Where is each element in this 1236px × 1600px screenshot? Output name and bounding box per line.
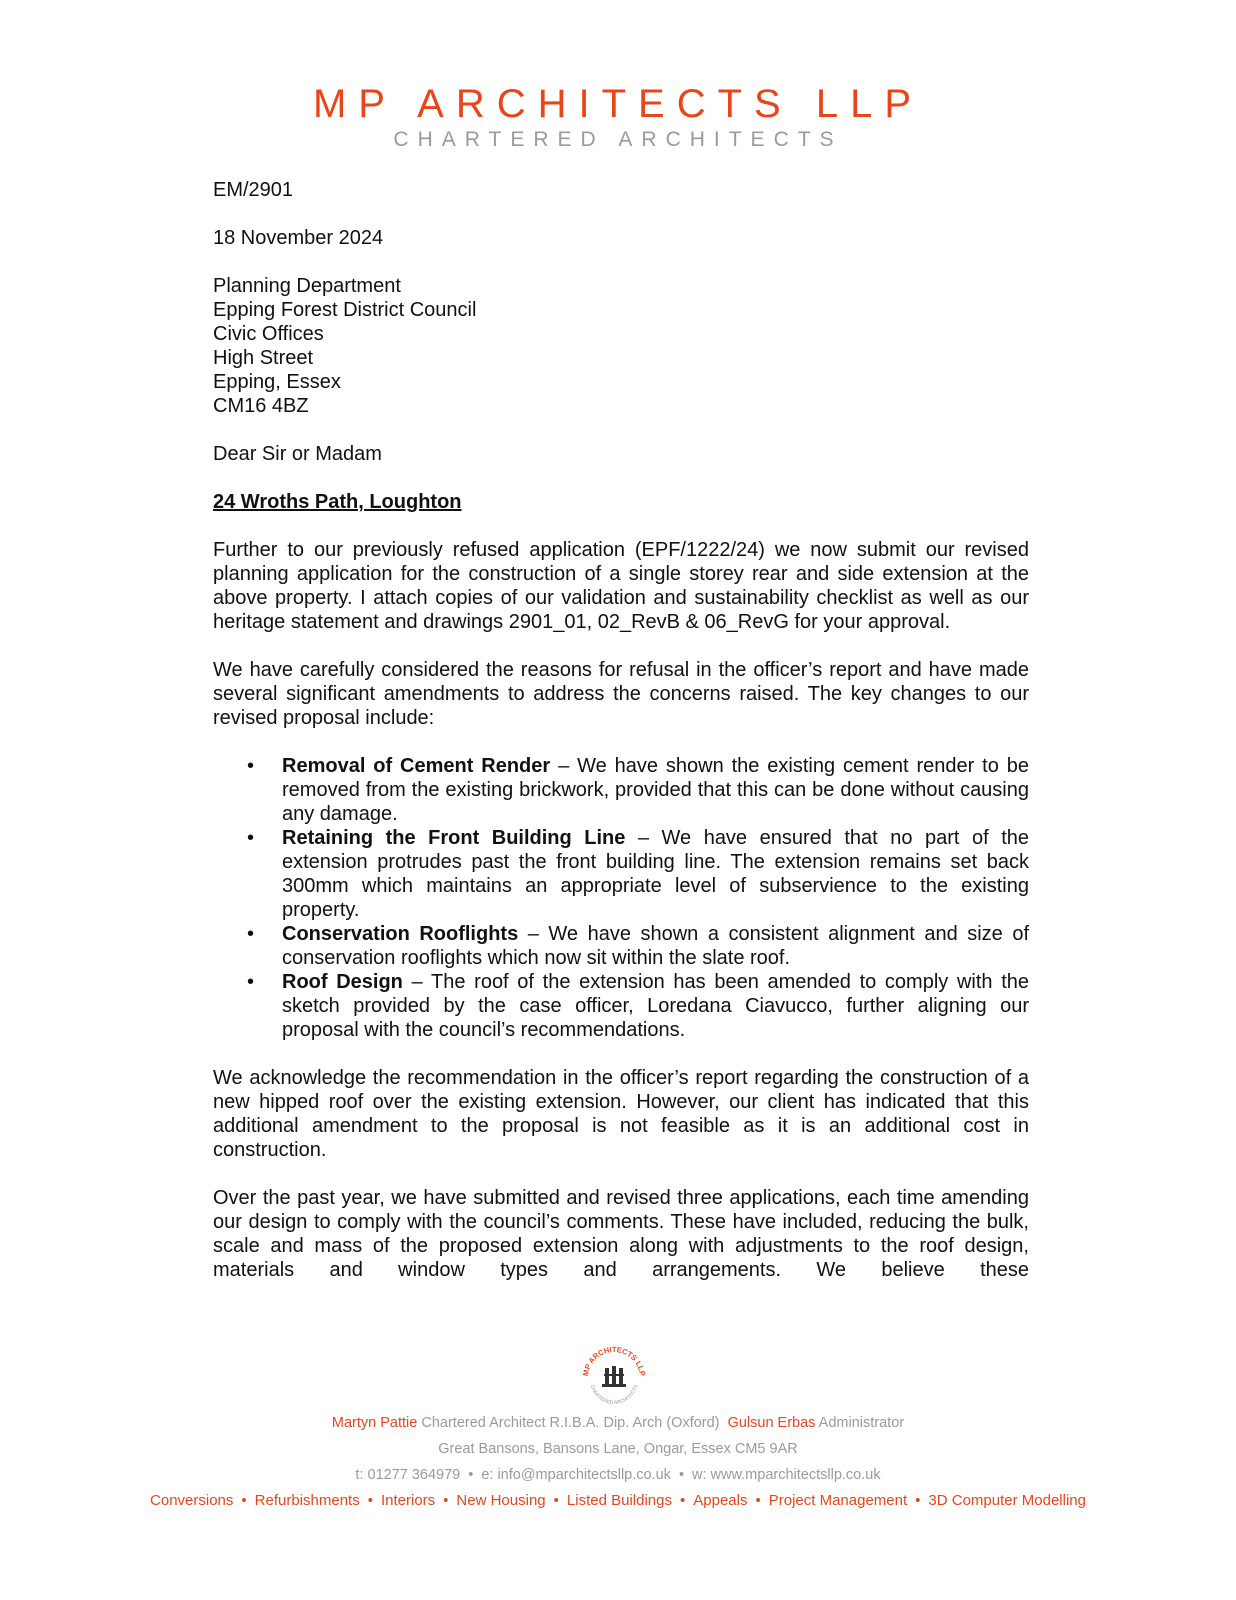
service-item: Project Management <box>768 1492 908 1509</box>
list-item <box>213 754 1029 826</box>
firm-name: MP ARCHITECTS LLP <box>312 82 924 126</box>
list-item <box>213 970 1029 1042</box>
list-item <box>213 922 1029 970</box>
paragraph-2: We have carefully considered the reasons for refusal in the officer’s report and have made several significant amendments to address the concerns raised. The key changes to our revised proposal include: <box>213 659 1029 729</box>
item-text: – We have shown the existing cement render to be removed from the existing brickwork, provided that this can be done without causing any damage. <box>282 755 1030 825</box>
address-line: Civic Offices <box>213 323 324 345</box>
paragraph-1: Further to our previously refused application (EPF/1222/24) we now submit our revised planning application for the construction of a single storey rear and side extension at the above property. I attach copies of our validation and sustainability checklist as well as our heritage statement and drawings 2901_01, 02_RevB & 06_RevG for your approval. <box>213 539 1029 633</box>
service-item: Interiors <box>380 1492 436 1509</box>
item-text: – We have ensured that no part of the extension protrudes past the front building line. The extension remains set back 300mm which maintains an appropriate level of subservience to the existing property. <box>282 827 1029 921</box>
bullet-icon: • <box>247 827 255 849</box>
person2-name: Gulsun Erbas <box>727 1415 816 1431</box>
firm-logo-icon <box>578 1340 650 1412</box>
item-title: Roof Design <box>282 971 403 993</box>
item-title: Conservation Rooflights <box>282 923 519 945</box>
phone: t: 01277 364979 <box>355 1467 461 1483</box>
person1-name: Martyn Pattie <box>331 1415 418 1431</box>
date: 18 November 2024 <box>213 227 384 249</box>
person2-role: Administrator <box>818 1415 905 1431</box>
bullet-icon: • <box>247 971 255 993</box>
service-item: Appeals <box>693 1492 748 1509</box>
item-title: Retaining the Front Building Line <box>282 827 626 849</box>
footer-people <box>0 1414 1236 1432</box>
service-item: Refurbishments <box>254 1492 360 1509</box>
letter-body <box>213 178 1029 1282</box>
email-link[interactable]: e: info@mparchitectsllp.co.uk <box>481 1467 671 1483</box>
bullet-icon: • <box>247 755 255 777</box>
logo-text: MP ARCHITECTS LLP <box>580 1344 647 1377</box>
logo-subtext: CHARTERED ARCHITECTS <box>588 1384 640 1407</box>
service-item: 3D Computer Modelling <box>928 1492 1086 1509</box>
paragraph-4: Over the past year, we have submitted and revised three applications, each time amending our design to comply with the council’s comments. These have included, reducing the bulk, scale and mass of the proposed extension along with adjustments to the roof design, materials and window types and arrangements. We believe these <box>213 1187 1029 1281</box>
reference: EM/2901 <box>213 179 294 201</box>
item-text: – The roof of the extension has been amended to comply with the sketch provided by the case officer, Loredana Ciavucco, further aligning our proposal with the council’s recommendations. <box>282 971 1030 1041</box>
service-item: Conversions <box>150 1492 234 1509</box>
address-line: High Street <box>213 347 314 369</box>
website-link[interactable]: w: www.mparchitectsllp.co.uk <box>692 1467 881 1483</box>
address-line: CM16 4BZ <box>213 395 309 417</box>
person1-role: Chartered Architect R.I.B.A. Dip. Arch (Oxford) <box>421 1415 720 1431</box>
address-line: Epping, Essex <box>213 371 341 393</box>
item-title: Removal of Cement Render <box>282 755 551 777</box>
bullet-icon: • <box>247 923 255 945</box>
firm-subtitle: CHARTERED ARCHITECTS <box>393 128 843 151</box>
subject-heading <box>213 490 1029 514</box>
service-item: Listed Buildings <box>566 1492 672 1509</box>
address-line: Epping Forest District Council <box>213 299 477 321</box>
subject-text: 24 Wroths Path, Loughton <box>213 491 462 513</box>
item-text: – We have shown a consistent alignment and size of conservation rooflights which now sit within the slate roof. <box>282 923 1030 969</box>
recipient-address <box>213 274 1029 418</box>
salutation: Dear Sir or Madam <box>213 443 382 465</box>
footer-contact: t: 01277 364979 • e: info@mparchitectsllp.co.uk • w: www.mparchitectsllp.co.uk <box>355 1467 881 1483</box>
service-item: New Housing <box>456 1492 546 1509</box>
key-changes-list <box>213 754 1029 1042</box>
paragraph-3: We acknowledge the recommendation in the officer’s report regarding the construction of a new hipped roof over the existing extension. However, our client has indicated that this additional amendment to the proposal is not feasible as it is an additional cost in construction. <box>213 1067 1029 1161</box>
footer-address: Great Bansons, Bansons Lane, Ongar, Essex CM5 9AR <box>438 1441 798 1457</box>
address-line: Planning Department <box>213 275 401 297</box>
footer-services: Conversions • Refurbishments • Interiors • New Housing • Listed Buildings • Appeals • Project Management • 3D Computer Modelling <box>150 1492 1086 1509</box>
list-item <box>213 826 1029 922</box>
